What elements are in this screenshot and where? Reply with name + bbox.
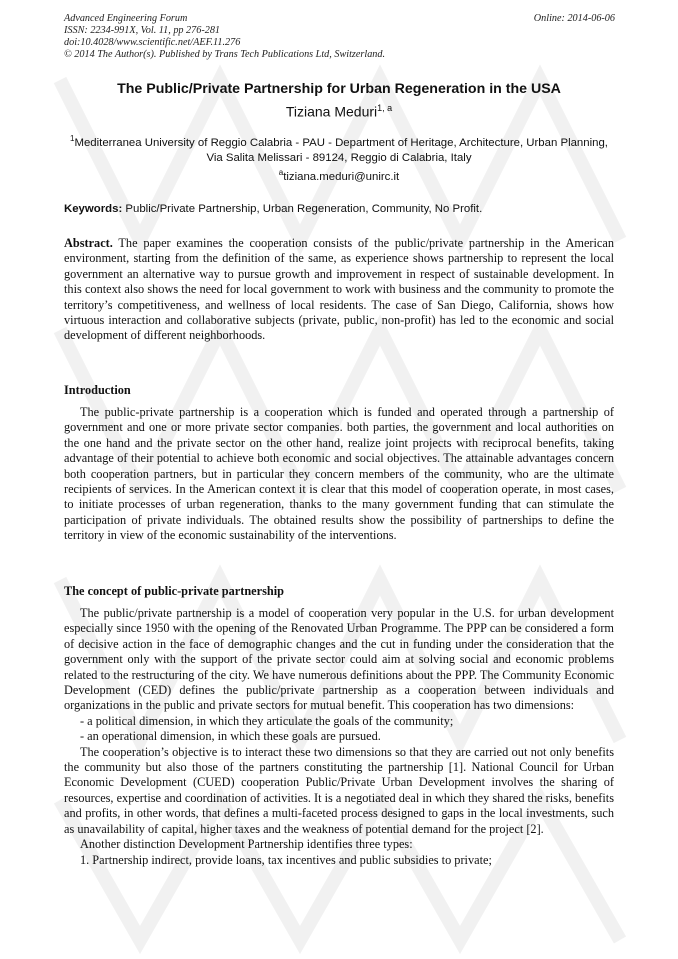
email-address[interactable]: tiziana.meduri@unirc.it [283, 170, 400, 183]
keywords [64, 203, 614, 215]
section-heading-concept: The concept of public-private partnership [64, 584, 284, 598]
journal-issn: ISSN: 2234-991X, Vol. 11, pp 276-281 [64, 25, 221, 36]
journal-name: Advanced Engineering Forum [64, 13, 188, 24]
abstract-label: Abstract. [64, 236, 113, 250]
dimension-item-political: - a political dimension, in which they articulate the goals of the community; [80, 713, 454, 728]
affiliation-text: Mediterranea University of Reggio Calabria - PAU - Department of Heritage, Architecture, Urban Planning, Via Salita Melissari - 89124, Reggio di Calabria, Italy [74, 136, 608, 164]
affiliation-superscript: 1 [70, 134, 75, 143]
author-superscript: 1, a [377, 103, 393, 113]
introduction-paragraph: The public-private partnership is a cooperation which is funded and operated through a partnership of government and one or more private sector companies. both parties, the government and local authorities on the one hand and the private sector on the other hand, realize joint projects with reciprocal benefits, taking advantage of their potential to achieve both economic and social objectives. The attainable advantages concern both cooperation partners, but in particular they concern members of the community, who are the ultimate recipients of services. In the American context it is clear that this model of cooperation operate, in most cases, to initiate processes of urban regeneration, thanks to the many government funding that can stimulate the participation of private individuals. The obtained results show the possibility of partnerships to define the territory in view of the economic sustainability of the interventions. [64, 405, 614, 543]
author-line [0, 103, 678, 120]
keywords-label: Keywords: [64, 203, 123, 215]
journal-copyright: © 2014 The Author(s). Published by Trans Tech Publications Ltd, Switzerland. [64, 49, 386, 60]
section-heading-introduction: Introduction [64, 383, 131, 397]
concept-body [64, 606, 614, 868]
affiliation [64, 131, 614, 166]
abstract-text: The paper examines the cooperation consists of the public/private partnership in the American environment, starting from the definition of the same, as experience shows partnership to represent the local government an alternative way to pursue growth and improvement in respect of sustainable development. In this context also shows the need for local government to work with business and the community to promote the territory’s competitiveness, and wellness of local residents. The case of San Diego, California, shows how virtuous interaction and collaborative subjects (private, public, non-profit) has led to the economic and social development of different neighborhoods. [64, 236, 614, 343]
abstract [64, 236, 614, 344]
journal-doi: doi:10.4028/www.scientific.net/AEF.11.276 [64, 37, 241, 48]
keywords-text: Public/Private Partnership, Urban Regeneration, Community, No Profit. [122, 203, 483, 215]
concept-paragraph-3: Another distinction Development Partnership identifies three types: [80, 837, 413, 852]
online-date: Online: 2014-06-06 [533, 13, 615, 24]
types-item-1: 1. Partnership indirect, provide loans, tax incentives and public subsidies to private; [80, 852, 492, 867]
author-name: Tiziana Meduri [285, 103, 378, 120]
email-line [0, 168, 678, 183]
concept-paragraph-1: The public/private partnership is a model of cooperation very popular in the U.S. for urban development especially since 1950 with the opening of the Renovated Urban Programme. The PPP can be considered a form of decisive action in the face of demographic changes and the cut in funding under the consideration that the government only with the support of the private sector could aim at solving social and economic problems related to the restructuring of the city. We have numerous definitions about the PPP. The Community Economic Development (CED) defines the public/private partnership as a cooperation between individuals and organizations in the public and private sectors for mutual benefit. This cooperation has two dimensions: [64, 606, 614, 713]
paper-title: The Public/Private Partnership for Urban Regeneration in the USA [117, 81, 561, 97]
introduction-body [64, 405, 614, 544]
journal-header [64, 13, 385, 61]
concept-paragraph-2: The cooperation’s objective is to interact these two dimensions so that they are carried out not only benefits the community but also those of the partners constituting the partnership [1]. National Council for Urban Economic Development (CUED) cooperation Public/Private Urban Development involves the sharing of resources, expertise and coordination of activities. It is a negotiated deal in which they shared the risks, benefits and profits, in other words, that defines a multi-faceted process designed to gaps in the local investments, such as unavailability of capital, higher taxes and the weakness of potential demand for the project [2]. [64, 744, 614, 836]
email-superscript: a [278, 168, 284, 177]
dimension-item-operational: - an operational dimension, in which these goals are pursued. [80, 729, 381, 744]
